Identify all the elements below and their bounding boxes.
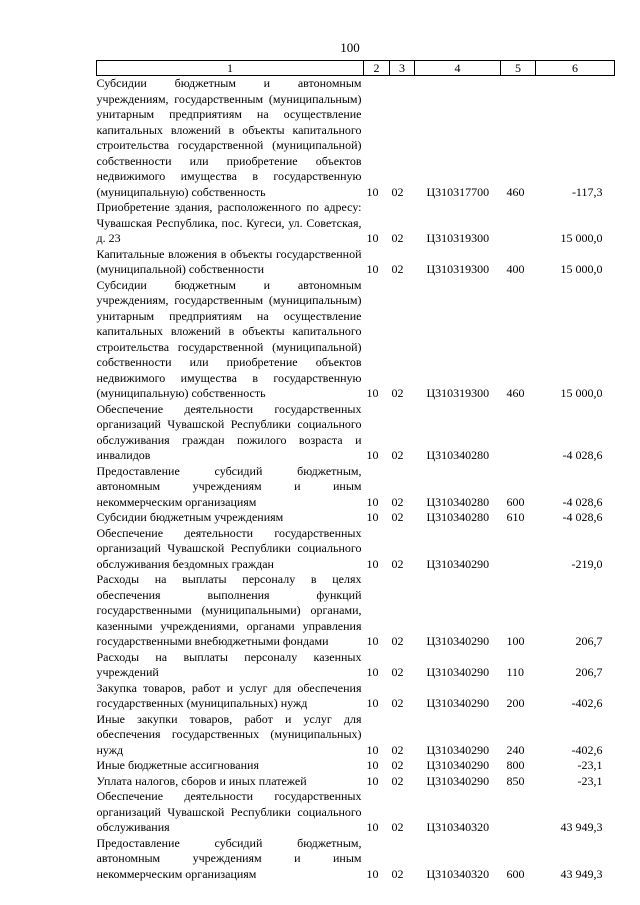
row-section: 10	[366, 758, 379, 772]
row-description: Субсидии бюджетным и автономным учреждениям, государственным (муниципальным) унитарным предприятиям на осуществление капитальных вложений в объекты капитального строительства государственной (муниципальной) собственности или приобретение объектов недвижимого имущества в государственную (муниципальную) собственность	[96, 76, 362, 199]
row-subsection: 02	[391, 758, 404, 772]
row-target: Ц310317700	[426, 184, 490, 199]
row-expense-type: 240	[506, 742, 525, 757]
column-header-subsection: 3	[390, 61, 415, 76]
row-subsection: 02	[391, 696, 404, 710]
row-amount: 15 000,0	[560, 386, 603, 400]
row-section: 10	[366, 184, 379, 199]
row-amount: -23,1	[577, 758, 603, 772]
table-row	[97, 712, 615, 759]
row-description: Закупка товаров, работ и услуг для обеспечения государственных (муниципальных) нужд	[96, 680, 362, 710]
row-amount: -4 028,6	[562, 510, 603, 524]
row-description: Обеспечение деятельности государственных организаций Чувашской Республики социального обслуживания бездомных граждан	[96, 525, 362, 571]
row-subsection: 02	[391, 866, 404, 881]
row-subsection: 02	[391, 820, 404, 834]
row-amount: 206,7	[575, 634, 603, 648]
row-expense-type: 850	[506, 773, 525, 788]
row-section: 10	[366, 665, 379, 679]
row-description: Предоставление субсидий бюджетным, автономным учреждениям и иным некоммерческим организациям	[96, 835, 362, 881]
row-expense-type: 110	[506, 665, 525, 679]
row-description: Приобретение здания, расположенного по адресу: Чувашская Республика, пос. Кугеси, ул. Советская, д. 23	[96, 200, 362, 245]
row-target: Ц310340280	[426, 494, 490, 509]
page-number: 100	[340, 40, 360, 55]
column-header-section: 2	[364, 61, 390, 76]
row-amount: 206,7	[575, 665, 603, 679]
row-expense-type: 800	[506, 758, 525, 772]
table-row	[97, 247, 615, 278]
row-subsection: 02	[391, 556, 404, 571]
row-amount: -4 028,6	[562, 494, 603, 509]
column-header-target: 4	[415, 61, 501, 76]
row-target: Ц310340290	[426, 773, 490, 788]
row-section: 10	[366, 494, 379, 509]
row-target: Ц310340290	[426, 742, 490, 757]
row-target: Ц310340290	[426, 634, 490, 648]
row-expense-type	[501, 402, 536, 464]
row-section: 10	[366, 742, 379, 757]
table-row	[97, 76, 615, 201]
row-target: Ц310340290	[426, 696, 490, 710]
row-target: Ц310319300	[426, 262, 490, 276]
table-row	[97, 836, 615, 883]
row-description: Расходы на выплаты персоналу в целях обеспечения выполнения функций государственными (муниципальными) органами, казенными учреждениями, органами управления государственными внебюджетными фондами	[96, 572, 362, 648]
row-subsection: 02	[391, 386, 404, 400]
row-description: Субсидии бюджетным учреждениям	[96, 510, 284, 524]
row-target: Ц310319300	[426, 231, 490, 245]
row-expense-type: 460	[506, 386, 525, 400]
row-expense-type: 600	[506, 494, 525, 509]
row-section: 10	[366, 634, 379, 648]
table-row	[97, 572, 615, 650]
row-target: Ц310340320	[426, 820, 490, 834]
row-description: Предоставление субсидий бюджетным, автономным учреждениям и иным некоммерческим организациям	[96, 463, 362, 509]
row-description: Субсидии бюджетным и автономным учреждениям, государственным (муниципальным) унитарным предприятиям на осуществление капитальных вложений в объекты капитального строительства государственной (муниципальной) собственности или приобретение объектов недвижимого имущества в государственную (муниципальную) собственность	[96, 277, 362, 400]
row-expense-type: 600	[506, 866, 525, 881]
row-expense-type: 200	[506, 696, 525, 710]
row-subsection: 02	[391, 231, 404, 245]
table-row	[97, 774, 615, 790]
row-expense-type: 610	[506, 510, 525, 524]
row-target: Ц310340280	[426, 510, 490, 524]
table-row	[97, 464, 615, 511]
row-expense-type: 460	[506, 184, 525, 199]
row-amount: -23,1	[577, 773, 603, 788]
table-header-row	[97, 61, 615, 76]
row-subsection: 02	[391, 634, 404, 648]
table-row	[97, 200, 615, 247]
row-subsection: 02	[391, 742, 404, 757]
row-section: 10	[366, 510, 379, 524]
table-row	[97, 758, 615, 774]
row-description: Обеспечение деятельности государственных организаций Чувашской Республики социального обслуживания граждан пожилого возраста и инвалидов	[96, 401, 362, 462]
row-amount: 15 000,0	[560, 262, 603, 276]
column-header-amount: 6	[536, 61, 615, 76]
row-subsection: 02	[391, 184, 404, 199]
row-expense-type: 400	[506, 262, 525, 276]
row-target: Ц310319300	[426, 386, 490, 400]
column-header-description: 1	[97, 61, 364, 76]
row-target: Ц310340320	[426, 866, 490, 881]
column-header-expense-type: 5	[501, 61, 536, 76]
row-description: Расходы на выплаты персоналу казенных учреждений	[96, 649, 362, 679]
row-amount: 15 000,0	[560, 231, 603, 245]
table-row	[97, 278, 615, 402]
row-amount: -402,6	[571, 742, 603, 757]
table-row	[97, 402, 615, 464]
table-row	[97, 681, 615, 712]
row-subsection: 02	[391, 665, 404, 679]
budget-table	[96, 60, 615, 882]
row-expense-type	[501, 200, 536, 247]
row-subsection: 02	[391, 773, 404, 788]
row-expense-type: 100	[506, 634, 525, 648]
row-section: 10	[366, 556, 379, 571]
table-row	[97, 526, 615, 573]
row-description: Обеспечение деятельности государственных организаций Чувашской Республики социального обслуживания	[96, 789, 362, 834]
row-target: Ц310340290	[426, 758, 490, 772]
row-section: 10	[366, 448, 379, 462]
row-amount: -117,3	[571, 184, 603, 199]
row-subsection: 02	[391, 510, 404, 524]
row-section: 10	[366, 696, 379, 710]
row-target: Ц310340280	[426, 448, 490, 462]
row-expense-type	[501, 526, 536, 573]
row-expense-type	[501, 789, 536, 836]
row-section: 10	[366, 866, 379, 881]
row-section: 10	[366, 386, 379, 400]
table-row	[97, 650, 615, 681]
row-subsection: 02	[391, 448, 404, 462]
table-row	[97, 789, 615, 836]
row-section: 10	[366, 773, 379, 788]
row-section: 10	[366, 231, 379, 245]
row-amount: 43 949,3	[560, 866, 603, 881]
row-amount: -4 028,6	[562, 448, 603, 462]
row-description: Уплата налогов, сборов и иных платежей	[96, 773, 307, 788]
row-amount: -219,0	[571, 556, 603, 571]
row-section: 10	[366, 820, 379, 834]
row-subsection: 02	[391, 494, 404, 509]
row-target: Ц310340290	[426, 556, 490, 571]
table-row	[97, 510, 615, 526]
row-description: Иные закупки товаров, работ и услуг для обеспечения государственных (муниципальных) нужд	[96, 711, 362, 757]
row-description: Иные бюджетные ассигнования	[96, 758, 259, 772]
row-description: Капитальные вложения в объекты государственной (муниципальной) собственности	[96, 246, 362, 276]
row-subsection: 02	[391, 262, 404, 276]
row-amount: -402,6	[571, 696, 603, 710]
row-target: Ц310340290	[426, 665, 490, 679]
row-section: 10	[366, 262, 379, 276]
row-amount: 43 949,3	[560, 820, 603, 834]
